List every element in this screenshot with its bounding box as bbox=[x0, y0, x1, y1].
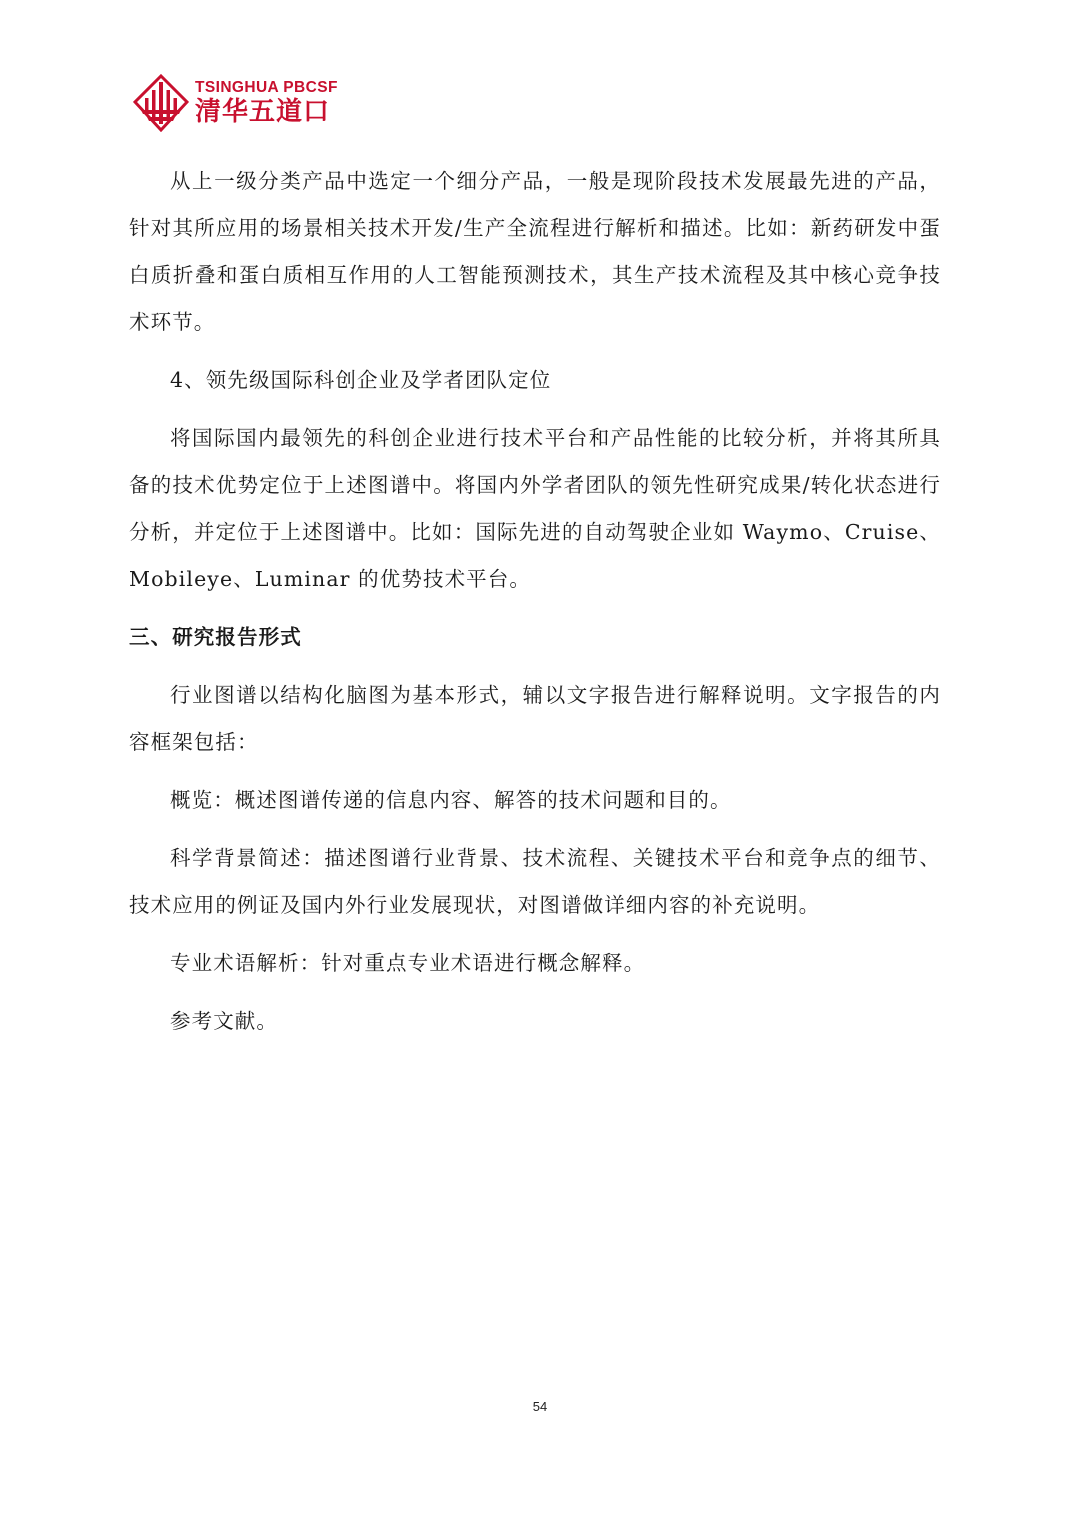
subsection-heading-4: 4、领先级国际科创企业及学者团队定位 bbox=[170, 368, 552, 392]
logo bbox=[133, 72, 338, 134]
tsinghua-pbcsf-logo-icon bbox=[133, 74, 189, 132]
paragraph-scientific-background: 科学背景简述：描述图谱行业背景、技术流程、关键技术平台和竞争点的细节、技术应用的例证及国内外行业发展现状，对图谱做详细内容的补充说明。 bbox=[129, 846, 941, 917]
paragraph-report-framework: 行业图谱以结构化脑图为基本形式，辅以文字报告进行解释说明。文字报告的内容框架包括： bbox=[129, 683, 941, 754]
paragraph-references: 参考文献。 bbox=[170, 1009, 278, 1033]
paragraph-overview: 概览：概述图谱传递的信息内容、解答的技术问题和目的。 bbox=[170, 788, 732, 812]
section-heading-report-form: 三、研究报告形式 bbox=[129, 625, 302, 649]
page-number: 54 bbox=[532, 1399, 548, 1414]
logo-chinese-name: 清华五道口 bbox=[195, 97, 331, 127]
document-body bbox=[129, 158, 941, 1056]
logo-english-name: TSINGHUA PBCSF bbox=[195, 79, 338, 96]
paragraph-enterprise-positioning: 将国际国内最领先的科创企业进行技术平台和产品性能的比较分析，并将其所具备的技术优势定位于上述图谱中。将国内外学者团队的领先性研究成果/转化状态进行分析，并定位于上述图谱中。比如：国际先进的自动驾驶企业如 Waymo、Cruise、Mobileye、Luminar 的优势技术平台。 bbox=[129, 426, 941, 591]
paragraph-terminology: 专业术语解析：针对重点专业术语进行概念解释。 bbox=[170, 951, 646, 975]
paragraph-product-analysis: 从上一级分类产品中选定一个细分产品，一般是现阶段技术发展最先进的产品，针对其所应用的场景相关技术开发/生产全流程进行解析和描述。比如：新药研发中蛋白质折叠和蛋白质相互作用的人工智能预测技术，其生产技术流程及其中核心竞争技术环节。 bbox=[129, 169, 941, 334]
